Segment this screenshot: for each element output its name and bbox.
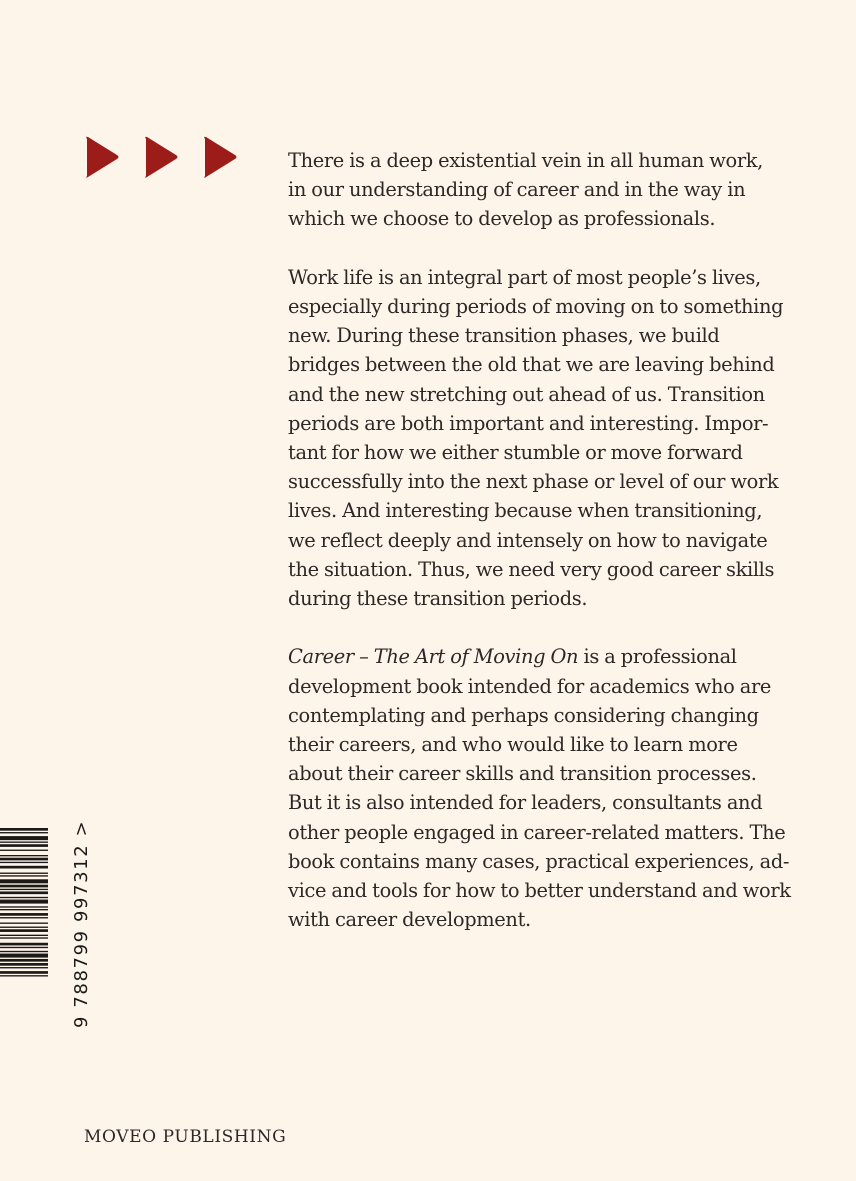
blurb-line: and the new stretching out ahead of us. Transition (288, 382, 765, 406)
blurb-line: Work life is an integral part of most people’s lives, (288, 265, 761, 289)
barcode-bar (0, 885, 48, 888)
barcode-bar (0, 935, 48, 936)
barcode-bar (0, 913, 48, 916)
blurb-line: lives. And interesting because when transitioning, (288, 499, 763, 523)
blurb-line: bridges between the old that we are leaving behind (288, 353, 775, 377)
barcode-bar (0, 858, 48, 861)
arrow-group (84, 136, 244, 180)
back-cover-blurb (288, 146, 798, 964)
blurb-line: successfully into the next phase or level of our work (288, 470, 779, 494)
isbn-digits: 9 788799 997312 > (71, 819, 92, 1028)
barcode-bar (0, 923, 48, 924)
blurb-line: periods are both important and interesting. Impor- (288, 411, 769, 435)
blurb-paragraph-3 (288, 642, 798, 934)
blurb-line: But it is also intended for leaders, consultants and (288, 791, 763, 815)
blurb-paragraph-2 (288, 263, 798, 613)
blurb-line: new. During these transition phases, we build (288, 324, 720, 348)
blurb-line: There is a deep existential vein in all human work, (288, 149, 763, 172)
barcode-bar (0, 967, 48, 968)
barcode-bar (0, 842, 48, 843)
barcode-bar (0, 889, 48, 890)
blurb-line: we reflect deeply and intensely on how to navigate (288, 528, 768, 552)
barcode-bar (0, 963, 48, 966)
blurb-line (288, 642, 798, 671)
blurb-line: contemplating and perhaps considering changing (288, 703, 759, 727)
barcode-bar (0, 959, 48, 962)
barcode-bar (0, 943, 48, 946)
blurb-line: their careers, and who would like to learn more (288, 733, 738, 757)
barcode-bar (0, 906, 48, 907)
blurb-line: the situation. Thus, we need very good career skills (288, 557, 775, 581)
play-arrow-icon (86, 137, 118, 178)
barcode-bar (0, 879, 48, 883)
barcode-bar (0, 828, 48, 831)
barcode-bar (0, 954, 48, 958)
blurb-line: especially during periods of moving on to something (288, 295, 784, 318)
barcode-bar (0, 929, 48, 932)
arrow-decoration (84, 136, 244, 180)
blurb-paragraph-1 (288, 146, 798, 234)
barcode-bar (0, 897, 48, 898)
barcode-bar (0, 836, 48, 840)
publisher-name: MOVEO PUBLISHING (84, 1127, 287, 1147)
barcode-bar (0, 975, 48, 976)
barcode-bar (0, 971, 48, 974)
blurb-line: in our understanding of career and in the way in (288, 178, 746, 202)
barcode-bar (0, 866, 48, 869)
barcode-bar (0, 844, 48, 847)
barcode-bar (0, 947, 48, 948)
blurb-line: vice and tools for how to better understand and work (288, 879, 791, 903)
blurb-line: other people engaged in career-related matters. The (288, 820, 786, 844)
blurb-line: during these transition periods. (288, 587, 588, 611)
barcode-bar (0, 855, 48, 856)
barcode-bar (0, 862, 48, 863)
barcode-bar (0, 850, 48, 851)
isbn-barcode (0, 819, 92, 1028)
barcode-bar (0, 927, 48, 928)
barcode-bar (0, 832, 48, 833)
barcode-bars (0, 828, 50, 1028)
blurb-line: development book intended for academics who are (288, 674, 771, 698)
blurb-line: about their career skills and transition processes. (288, 762, 757, 786)
barcode-bar (0, 951, 48, 952)
barcode-bar (0, 900, 48, 904)
play-arrow-icon (145, 137, 177, 178)
blurb-line: tant for how we either stumble or move forward (288, 441, 743, 465)
barcode-bar (0, 891, 48, 894)
barcode-bar (0, 937, 48, 938)
book-title: Career – The Art of Moving On (288, 645, 579, 669)
barcode-bar (0, 875, 48, 876)
barcode-bar (0, 909, 48, 910)
blurb-line: with career development. (288, 908, 531, 932)
blurb-line: book contains many cases, practical experiences, ad- (288, 849, 790, 873)
blurb-line-rest: is a professional (578, 645, 737, 669)
blurb-line: which we choose to develop as professionals. (288, 207, 716, 231)
barcode-bar (0, 917, 48, 918)
play-arrow-icon (204, 137, 236, 178)
barcode-bar (0, 873, 48, 874)
